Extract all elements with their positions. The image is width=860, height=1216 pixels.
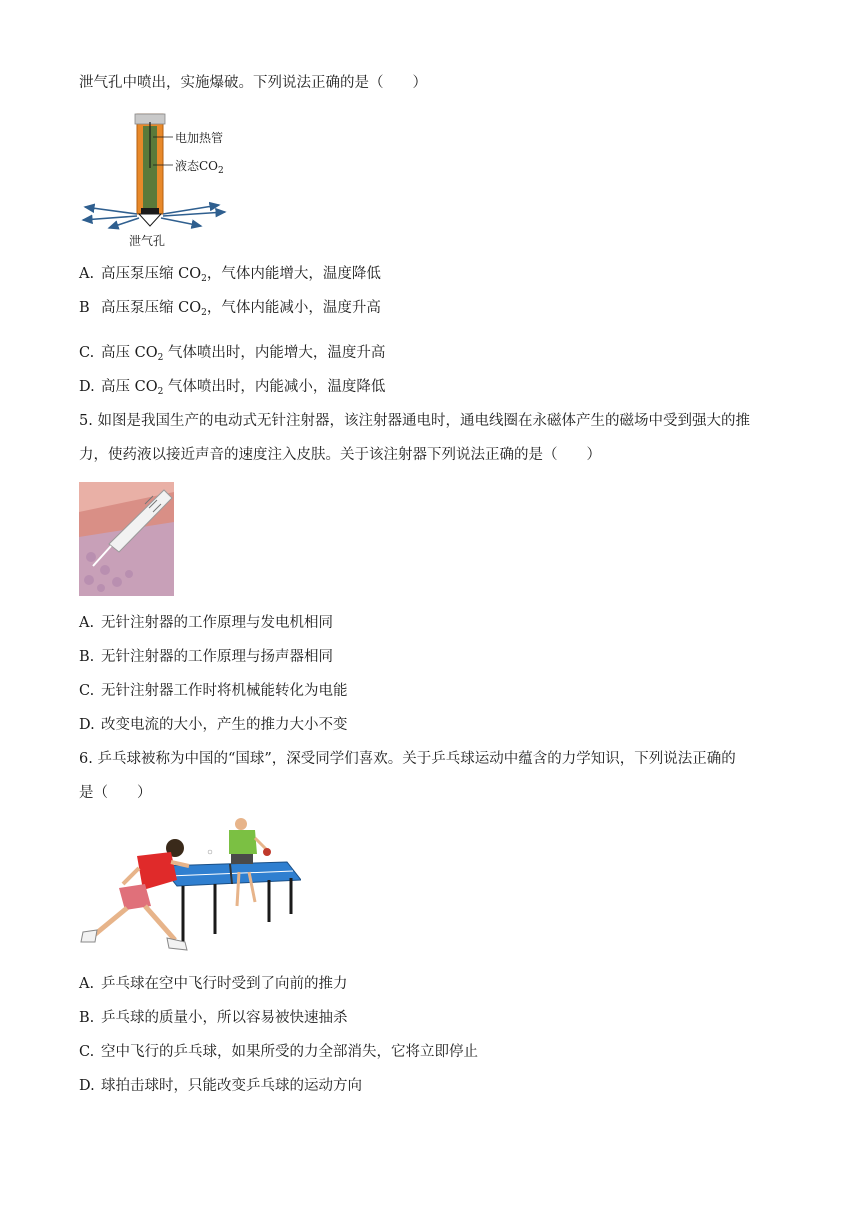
q6-option-c: C. 空中飞行的乒乓球，如果所受的力全部消失，它将立即停止 [79,1044,478,1060]
table-tennis-image [79,814,301,960]
q4-option-a: A. 高压泵压缩 $CO_2$，气体内能增大，温度降低 [79,266,381,284]
q4-option-b: B 高压泵压缩 $CO_2$，气体内能减小，温度升高 [79,300,381,318]
label-heater: 电加热管 [175,131,224,145]
q6-stem-line2: 是（ ） [79,785,152,801]
q6-option-d: D. 球拍击球时，只能改变乒乓球的运动方向 [79,1078,362,1094]
q5-option-a: A. 无针注射器的工作原理与发电机相同 [79,615,333,631]
injector-skin-icon [79,482,174,596]
q4-stem-tail: 泄气孔中喷出，实施爆破。下列说法正确的是（ ） [79,75,427,91]
table-tennis-players-icon [79,814,301,960]
q5-stem-line1: 5. 如图是我国生产的电动式无针注射器，该注射器通电时，通电线圈在永磁体产生的磁场中受到强大的推 [79,413,750,429]
co2-tube-figure [79,108,279,256]
q6-option-a: A. 乒乓球在空中飞行时受到了向前的推力 [79,976,348,992]
needle-free-injector-image [79,482,174,596]
q4-option-d: D. 高压 $CO_2$ 气体喷出时，内能减小，温度降低 [79,379,386,397]
label-liquid-co2: 液态$CO_2$ [175,159,224,176]
q5-option-d: D. 改变电流的大小，产生的推力大小不变 [79,717,348,733]
label-vent: 泄气孔 [129,234,166,248]
q6-option-b: B. 乒乓球的质量小，所以容易被快速抽杀 [79,1010,348,1026]
q5-option-c: C. 无针注射器工作时将机械能转化为电能 [79,683,348,699]
q6-stem-line1: 6. 乒乓球被称为中国的“国球”，深受同学们喜欢。关于乒乓球运动中蕴含的力学知识，下列说法正确的 [79,751,736,767]
q5-option-b: B. 无针注射器的工作原理与扬声器相同 [79,649,333,665]
q5-stem-line2: 力，使药液以接近声音的速度注入皮肤。关于该注射器下列说法正确的是（ ） [79,447,601,463]
q4-option-c: C. 高压 $CO_2$ 气体喷出时，内能增大，温度升高 [79,345,386,363]
